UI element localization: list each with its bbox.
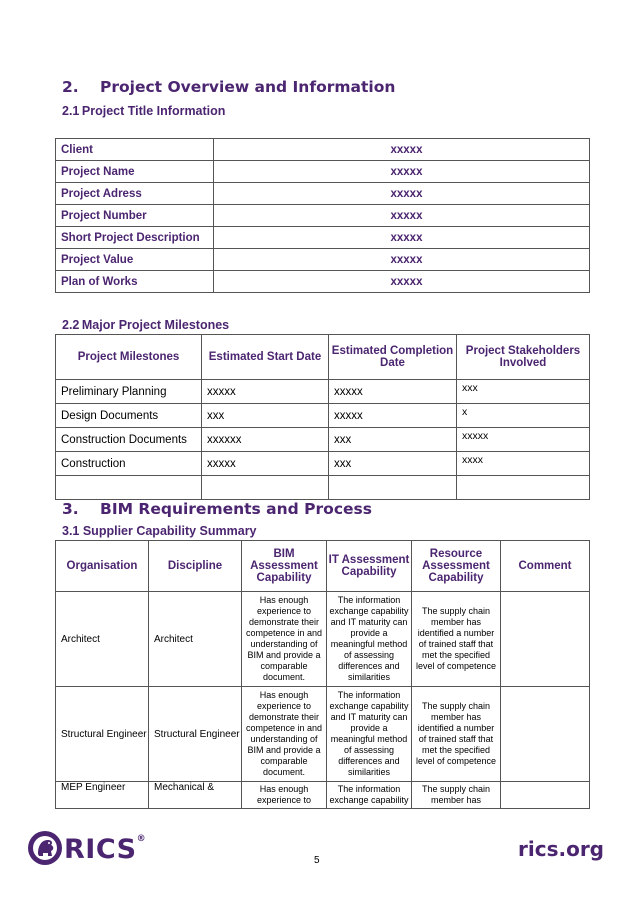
capability-table — [55, 540, 590, 809]
rics-logo-text — [64, 834, 146, 865]
section-2-1-heading: 2.1 Project Title Information — [62, 104, 226, 118]
comment-cell — [501, 782, 590, 809]
milestone-stakeholders: xxxx — [457, 452, 590, 476]
organisation-cell: MEP Engineer — [56, 782, 149, 809]
milestone-start: xxxxx — [202, 380, 329, 404]
info-value: xxxxx — [214, 183, 590, 205]
info-key: Project Value — [56, 249, 214, 271]
bim-capability-cell: Has enough experience to — [242, 782, 327, 809]
header-it: IT Assessment Capability — [327, 541, 412, 592]
rics-lion-logo-icon — [26, 829, 64, 867]
info-key: Project Adress — [56, 183, 214, 205]
milestone-row — [56, 380, 590, 404]
comment-cell — [501, 592, 590, 687]
registered-mark: ® — [136, 834, 147, 844]
info-value: xxxxx — [214, 139, 590, 161]
header-organisation: Organisation — [56, 541, 149, 592]
info-row — [56, 161, 590, 183]
section-3-1-heading: 3.1 Supplier Capability Summary — [62, 524, 257, 538]
header-bim: BIM Assessment Capability — [242, 541, 327, 592]
milestone-stakeholders: x — [457, 404, 590, 428]
milestone-row — [56, 428, 590, 452]
discipline-cell: Mechanical & — [149, 782, 242, 809]
organisation-cell: Structural Engineer — [56, 687, 149, 782]
info-value: xxxxx — [214, 205, 590, 227]
info-value: xxxxx — [214, 161, 590, 183]
logo-name: RICS — [64, 834, 137, 865]
resource-capability-cell: The supply chain member has identified a number of trained staff that met the specified level of competence — [412, 592, 501, 687]
info-row — [56, 183, 590, 205]
section-number: 3. — [62, 500, 79, 518]
info-key: Project Number — [56, 205, 214, 227]
info-value: xxxxx — [214, 249, 590, 271]
header-completion-date: Estimated Completion Date — [329, 335, 457, 380]
discipline-cell: Structural Engineer — [149, 687, 242, 782]
header-stakeholders: Project Stakeholders Involved — [457, 335, 590, 380]
header-resource: Resource Assessment Capability — [412, 541, 501, 592]
section-title: BIM Requirements and Process — [100, 500, 372, 518]
it-capability-cell: The information exchange capability and IT maturity can provide a meaningful method of assessing differences and similarities — [327, 592, 412, 687]
milestone-row — [56, 476, 590, 500]
header-discipline: Discipline — [149, 541, 242, 592]
milestone-stakeholders: xxxxx — [457, 428, 590, 452]
milestone-start — [202, 476, 329, 500]
bim-capability-cell: Has enough experience to demonstrate their competence in and understanding of BIM and provide a comparable document. — [242, 592, 327, 687]
info-key: Client — [56, 139, 214, 161]
info-row — [56, 249, 590, 271]
info-value: xxxxx — [214, 271, 590, 293]
section-3-heading — [62, 500, 372, 518]
milestone-start: xxx — [202, 404, 329, 428]
info-row — [56, 227, 590, 249]
header-start-date: Estimated Start Date — [202, 335, 329, 380]
info-value: xxxxx — [214, 227, 590, 249]
milestone-name: Construction — [56, 452, 202, 476]
organisation-cell: Architect — [56, 592, 149, 687]
milestone-completion: xxxxx — [329, 380, 457, 404]
resource-capability-cell: The supply chain member has identified a number of trained staff that met the specified level of competence — [412, 687, 501, 782]
milestone-start: xxxxx — [202, 452, 329, 476]
info-row — [56, 139, 590, 161]
milestone-stakeholders: xxx — [457, 380, 590, 404]
header-milestones: Project Milestones — [56, 335, 202, 380]
milestone-row — [56, 452, 590, 476]
section-2-heading — [62, 78, 395, 96]
milestones-table — [55, 334, 590, 500]
milestone-row — [56, 404, 590, 428]
section-2-2-heading: 2.2 Major Project Milestones — [62, 318, 230, 332]
milestone-name — [56, 476, 202, 500]
capability-row — [56, 592, 590, 687]
milestone-name: Design Documents — [56, 404, 202, 428]
it-capability-cell: The information exchange capability — [327, 782, 412, 809]
section-title: Project Overview and Information — [100, 78, 396, 96]
bim-capability-cell: Has enough experience to demonstrate their competence in and understanding of BIM and provide a comparable document. — [242, 687, 327, 782]
milestone-completion — [329, 476, 457, 500]
info-key: Project Name — [56, 161, 214, 183]
milestone-completion: xxx — [329, 452, 457, 476]
project-info-table — [55, 138, 590, 293]
info-row — [56, 205, 590, 227]
milestone-name: Construction Documents — [56, 428, 202, 452]
site-link[interactable]: rics.org — [518, 837, 604, 861]
header-comment: Comment — [501, 541, 590, 592]
milestone-completion: xxx — [329, 428, 457, 452]
milestone-stakeholders — [457, 476, 590, 500]
comment-cell — [501, 687, 590, 782]
milestone-name: Preliminary Planning — [56, 380, 202, 404]
milestone-completion: xxxxx — [329, 404, 457, 428]
info-row — [56, 271, 590, 293]
page-number: 5 — [314, 855, 320, 866]
info-key: Short Project Description — [56, 227, 214, 249]
it-capability-cell: The information exchange capability and IT maturity can provide a meaningful method of assessing differences and similarities — [327, 687, 412, 782]
milestone-start: xxxxxx — [202, 428, 329, 452]
resource-capability-cell: The supply chain member has — [412, 782, 501, 809]
info-key: Plan of Works — [56, 271, 214, 293]
section-number: 2. — [62, 78, 79, 96]
discipline-cell: Architect — [149, 592, 242, 687]
capability-row — [56, 687, 590, 782]
capability-row — [56, 782, 590, 809]
